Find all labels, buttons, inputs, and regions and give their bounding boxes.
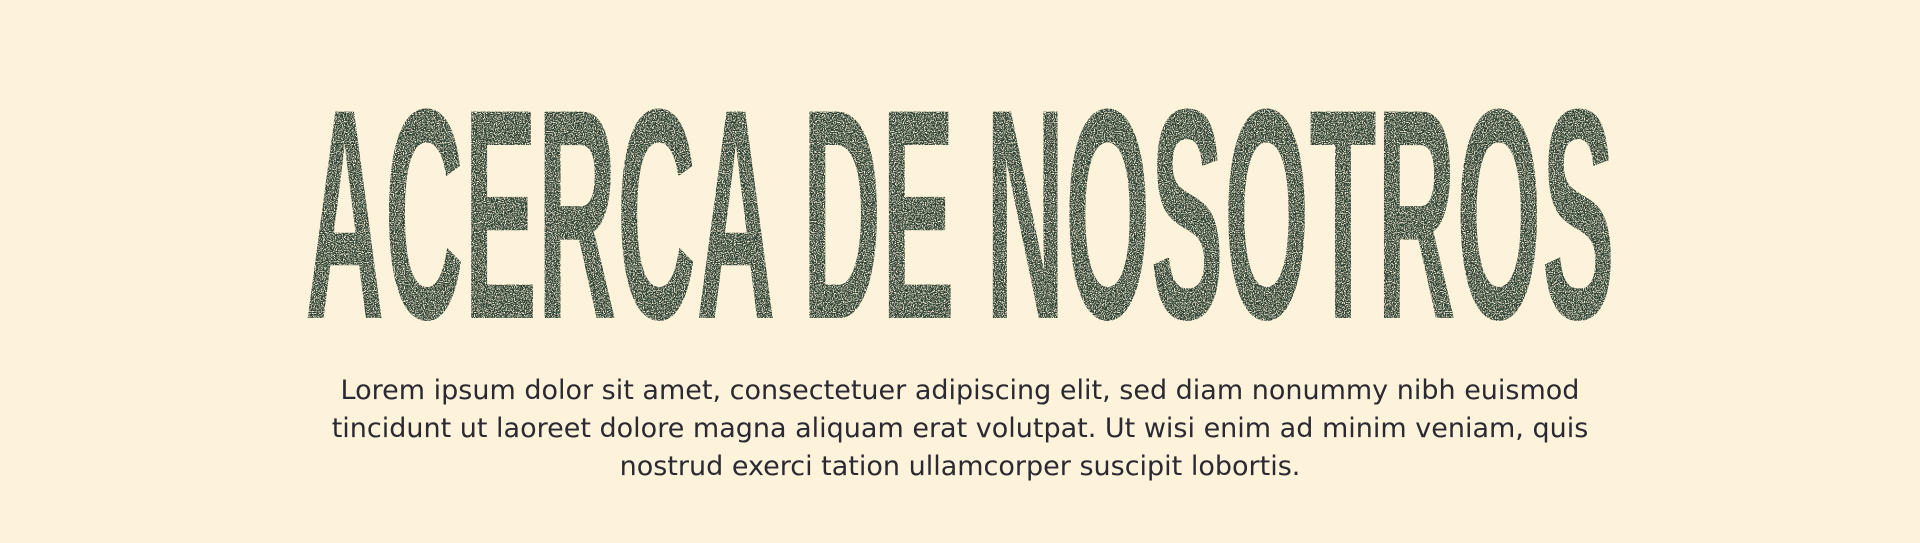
page-title-graphic — [300, 78, 1620, 332]
about-description: Lorem ipsum dolor sit amet, consectetuer adipiscing elit, sed diam nonummy nibh euismod tincidunt ut laoreet dolore magna aliquam erat volutpat. Ut wisi enim ad minim veniam, quis nostrud exerci tation ullamcorper suscipit lobortis. — [331, 375, 1589, 482]
page-title-container — [300, 78, 1620, 332]
page-title: ACERCA DE NOSOTROS — [305, 78, 1615, 332]
